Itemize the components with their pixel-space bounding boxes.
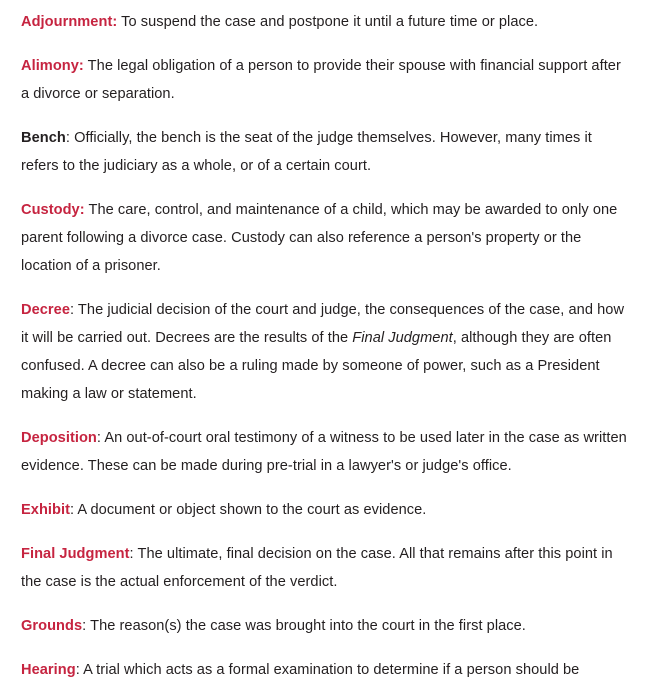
glossary-term-separator: :: [112, 14, 118, 30]
glossary-definition: Officially, the bench is the seat of the judge themselves. However, many times it refers to the judiciary as a whole, or of a certain court.: [21, 130, 592, 174]
glossary-term: Grounds: [21, 618, 83, 634]
glossary-entry: [21, 424, 632, 480]
glossary-term: Bench: [21, 130, 66, 146]
glossary-document: [0, 8, 650, 684]
glossary-term: Custody: [21, 202, 80, 218]
glossary-term: Decree: [21, 302, 70, 318]
glossary-term-separator: :: [79, 202, 85, 218]
glossary-term: Hearing: [21, 662, 76, 678]
glossary-definition: The legal obligation of a person to provide their spouse with financial support after a divorce or separation.: [21, 58, 621, 102]
glossary-term-separator: :: [129, 546, 134, 562]
glossary-entry: [21, 296, 632, 408]
glossary-term-separator: :: [82, 618, 87, 634]
glossary-entry: [21, 196, 632, 280]
glossary-definition: A document or object shown to the court as evidence.: [74, 502, 427, 518]
glossary-definition: To suspend the case and postpone it until a future time or place.: [117, 14, 539, 30]
glossary-definition: The judicial decision of the court and judge, the consequences of the case, and how it will be carried out. Decrees are the results of the: [21, 302, 625, 346]
glossary-definition: A trial which acts as a formal examination to determine if a person should be: [79, 662, 580, 678]
glossary-definition: The reason(s) the case was brought into the court in the first place.: [86, 618, 526, 634]
glossary-term-separator: :: [69, 302, 75, 318]
glossary-term-separator: :: [75, 662, 80, 678]
glossary-term: Adjournment: [21, 14, 113, 30]
glossary-entry: [21, 52, 632, 108]
glossary-term: Deposition: [21, 430, 97, 446]
glossary-term-separator: :: [78, 58, 84, 74]
glossary-term-separator: :: [70, 502, 75, 518]
glossary-term: Alimony: [21, 58, 79, 74]
glossary-entry: [21, 540, 632, 596]
glossary-definition: The ultimate, final decision on the case. All that remains after this point in the case is the actual enforcement of the verdict.: [21, 546, 613, 590]
glossary-definition-emphasis: Final Judgment: [352, 330, 453, 346]
glossary-entry: [21, 656, 632, 684]
glossary-definition-continued: , although they are often confused. A decree can also be a ruling made by someone of power, such as a President making a law or statement.: [21, 330, 612, 402]
glossary-term: Exhibit: [21, 502, 70, 518]
glossary-entry: [21, 124, 632, 180]
glossary-term-separator: :: [65, 130, 70, 146]
glossary-entry: [21, 612, 632, 640]
glossary-definition: An out-of-court oral testimony of a witness to be used later in the case as written evidence. These can be made during pre-trial in a lawyer's or judge's office.: [21, 430, 627, 474]
glossary-entry: [21, 496, 632, 524]
glossary-term: Final Judgment: [21, 546, 130, 562]
glossary-definition: The care, control, and maintenance of a child, which may be awarded to only one parent following a divorce case. Custody can also reference a person's property or the location of a prisoner.: [21, 202, 618, 274]
glossary-entry: [21, 8, 632, 36]
glossary-term-separator: :: [96, 430, 102, 446]
